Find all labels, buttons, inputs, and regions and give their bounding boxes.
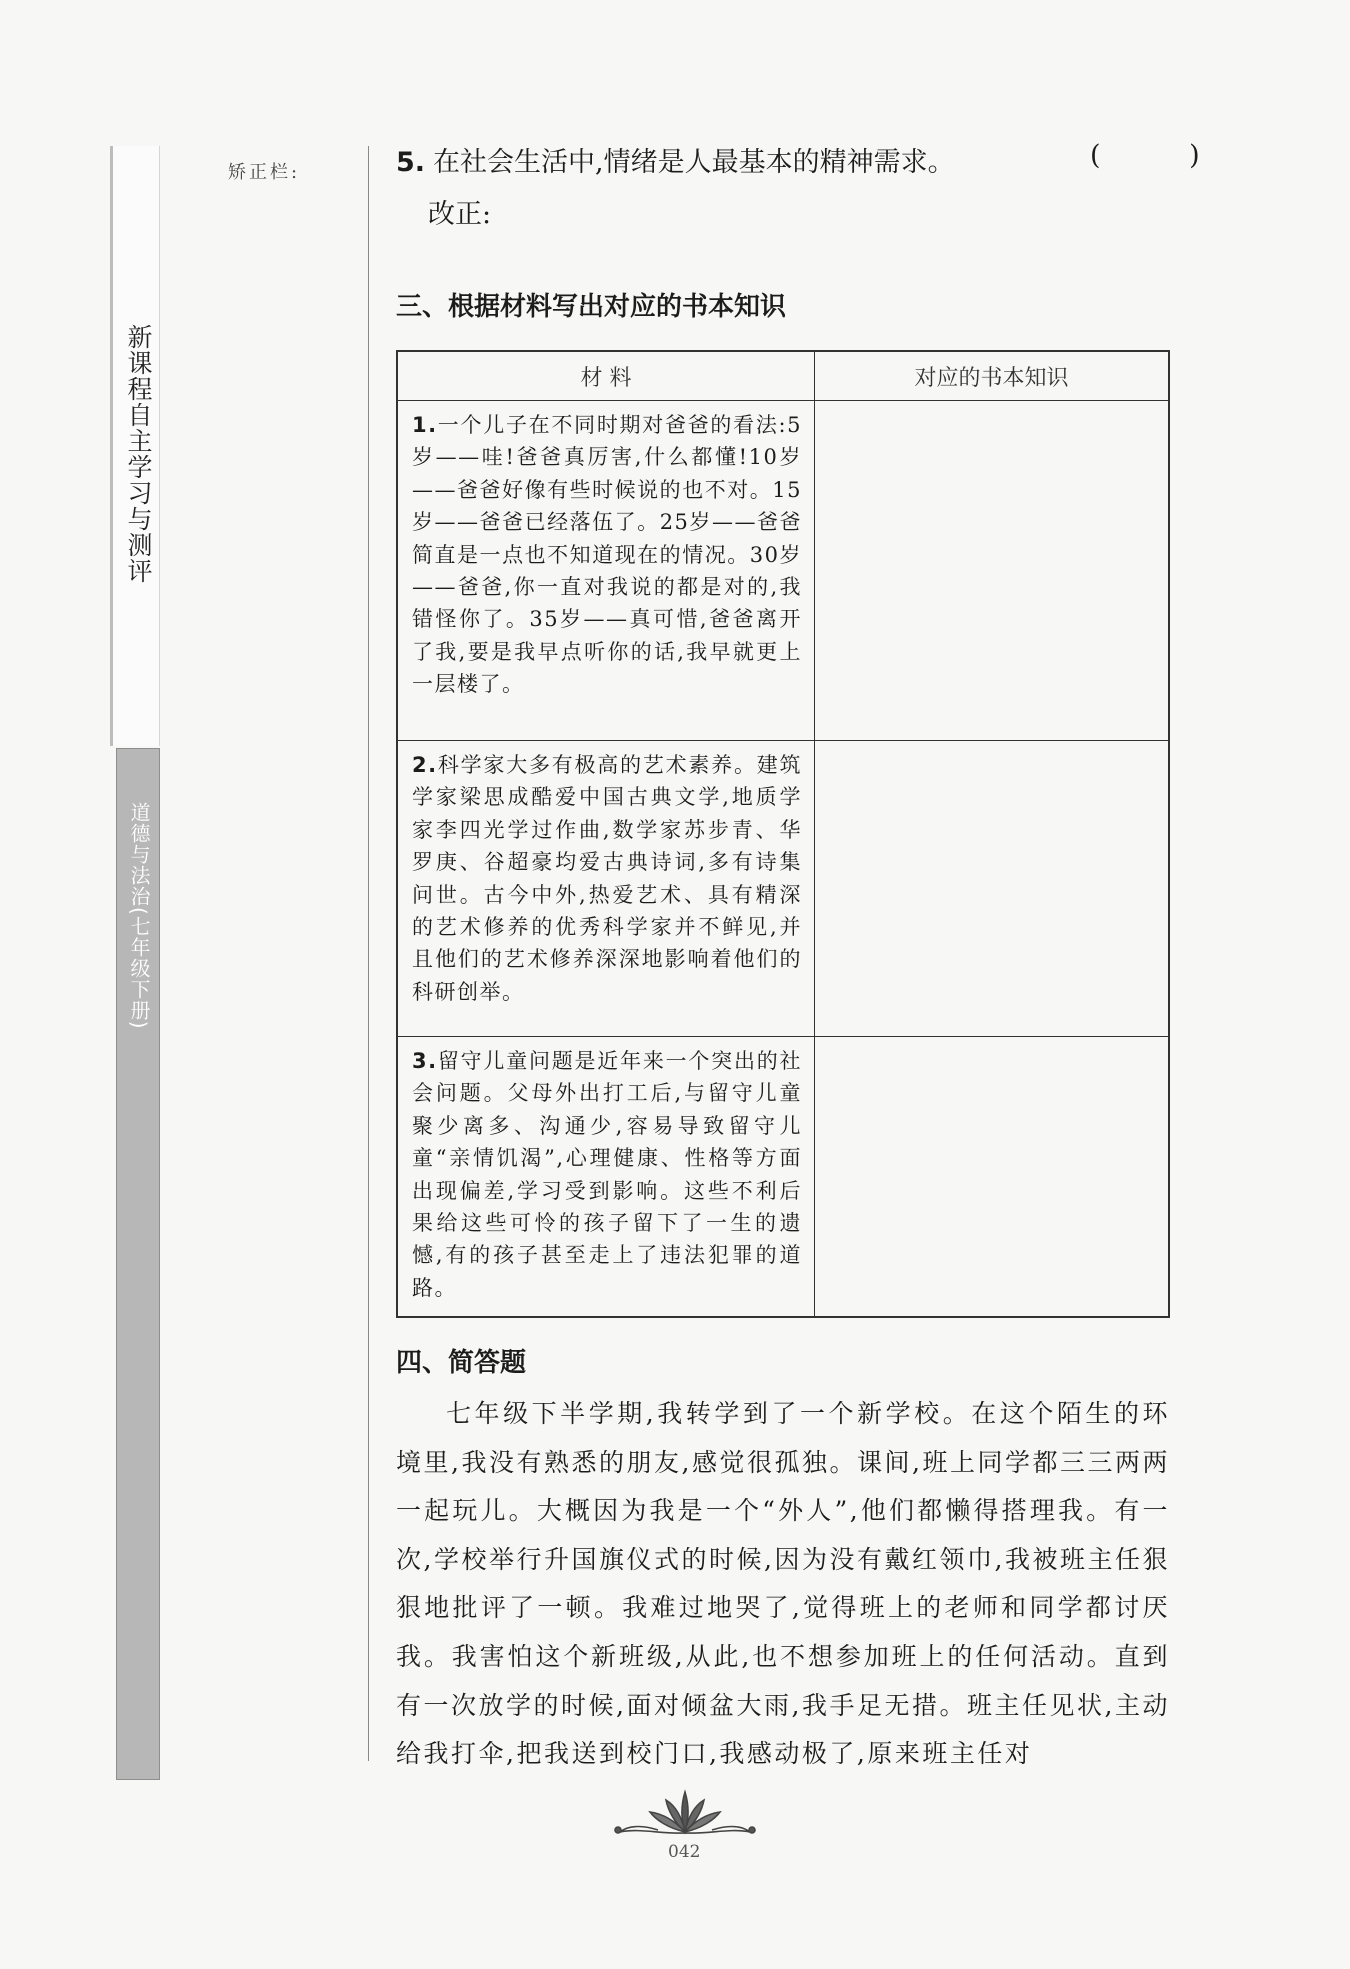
page-number: 042	[668, 1842, 701, 1862]
material-text: 一个儿子在不同时期对爸爸的看法:5岁——哇!爸爸真厉害,什么都懂!10岁——爸爸好像有些时候说的也不对。15岁——爸爸已经落伍了。25岁——爸爸简直是一点也不知道现在的情况。30岁——爸爸,你一直对我说的都是对的,我错怪你了。35岁——真可惜,爸爸离开了我,要是我早点听你的话,我早就更上一层楼了。	[412, 413, 802, 697]
answer-cell[interactable]	[815, 401, 1170, 741]
header-material: 材 料	[397, 351, 815, 401]
series-title: 新课程自主学习与测评	[124, 324, 153, 584]
material-text: 留守儿童问题是近年来一个突出的社会问题。父母外出打工后,与留守儿童聚少离多、沟通少,容易导致留守儿童“亲情饥渴”,心理健康、性格等方面出现偏差,学习受到影响。这些不利后果给这些可怜的孩子留下了一生的遗憾,有的孩子甚至走上了违法犯罪的道路。	[412, 1049, 802, 1300]
correction-prompt: 改正:	[428, 199, 492, 230]
material-cell	[397, 741, 815, 1037]
question-5	[396, 140, 955, 179]
footer-ornament-icon	[600, 1786, 770, 1840]
material-cell	[397, 1037, 815, 1317]
correction-column-label: 矫正栏:	[228, 162, 301, 183]
answer-cell[interactable]	[815, 741, 1170, 1037]
table-row	[397, 1037, 1169, 1317]
table-header-row	[397, 351, 1169, 401]
material-table	[396, 350, 1170, 1318]
table-row	[397, 401, 1169, 741]
material-number: 3.	[412, 1049, 438, 1073]
question-5-text: 在社会生活中,情绪是人最基本的精神需求。	[433, 147, 955, 178]
question-5-number: 5.	[396, 147, 426, 178]
material-text: 科学家大多有极高的艺术素养。建筑学家梁思成酷爱中国古典文学,地质学家李四光学过作曲,数学家苏步青、华罗庚、谷超豪均爱古典诗词,多有诗集问世。古今中外,热爱艺术、具有精深的艺术修养的优秀科学家并不鲜见,并且他们的艺术修养深深地影响着他们的科研创举。	[412, 753, 802, 1004]
answer-cell[interactable]	[815, 1037, 1170, 1317]
header-knowledge: 对应的书本知识	[815, 351, 1170, 401]
table-row	[397, 741, 1169, 1037]
book-title: 道德与法治(七年级下册)	[127, 802, 151, 1030]
material-number: 1.	[412, 413, 438, 437]
passage-text: 七年级下半学期,我转学到了一个新学校。在这个陌生的环境里,我没有熟悉的朋友,感觉很孤独。课间,班上同学都三三两两一起玩儿。大概因为我是一个“外人”,他们都懒得搭理我。有一次,学校举行升国旗仪式的时候,因为没有戴红领巾,我被班主任狠狠地批评了一顿。我难过地哭了,觉得班上的老师和同学都讨厌我。我害怕这个新班级,从此,也不想参加班上的任何活动。直到有一次放学的时候,面对倾盆大雨,我手足无措。班主任见状,主动给我打伞,把我送到校门口,我感动极了,原来班主任对	[396, 1399, 1170, 1769]
material-number: 2.	[412, 753, 438, 777]
section-3-title: 三、根据材料写出对应的书本知识	[396, 292, 787, 322]
answer-parens[interactable]: ( )	[1090, 140, 1240, 171]
section-4-title: 四、简答题	[396, 1348, 527, 1378]
material-cell	[397, 401, 815, 741]
correction-column-divider	[368, 146, 369, 1761]
